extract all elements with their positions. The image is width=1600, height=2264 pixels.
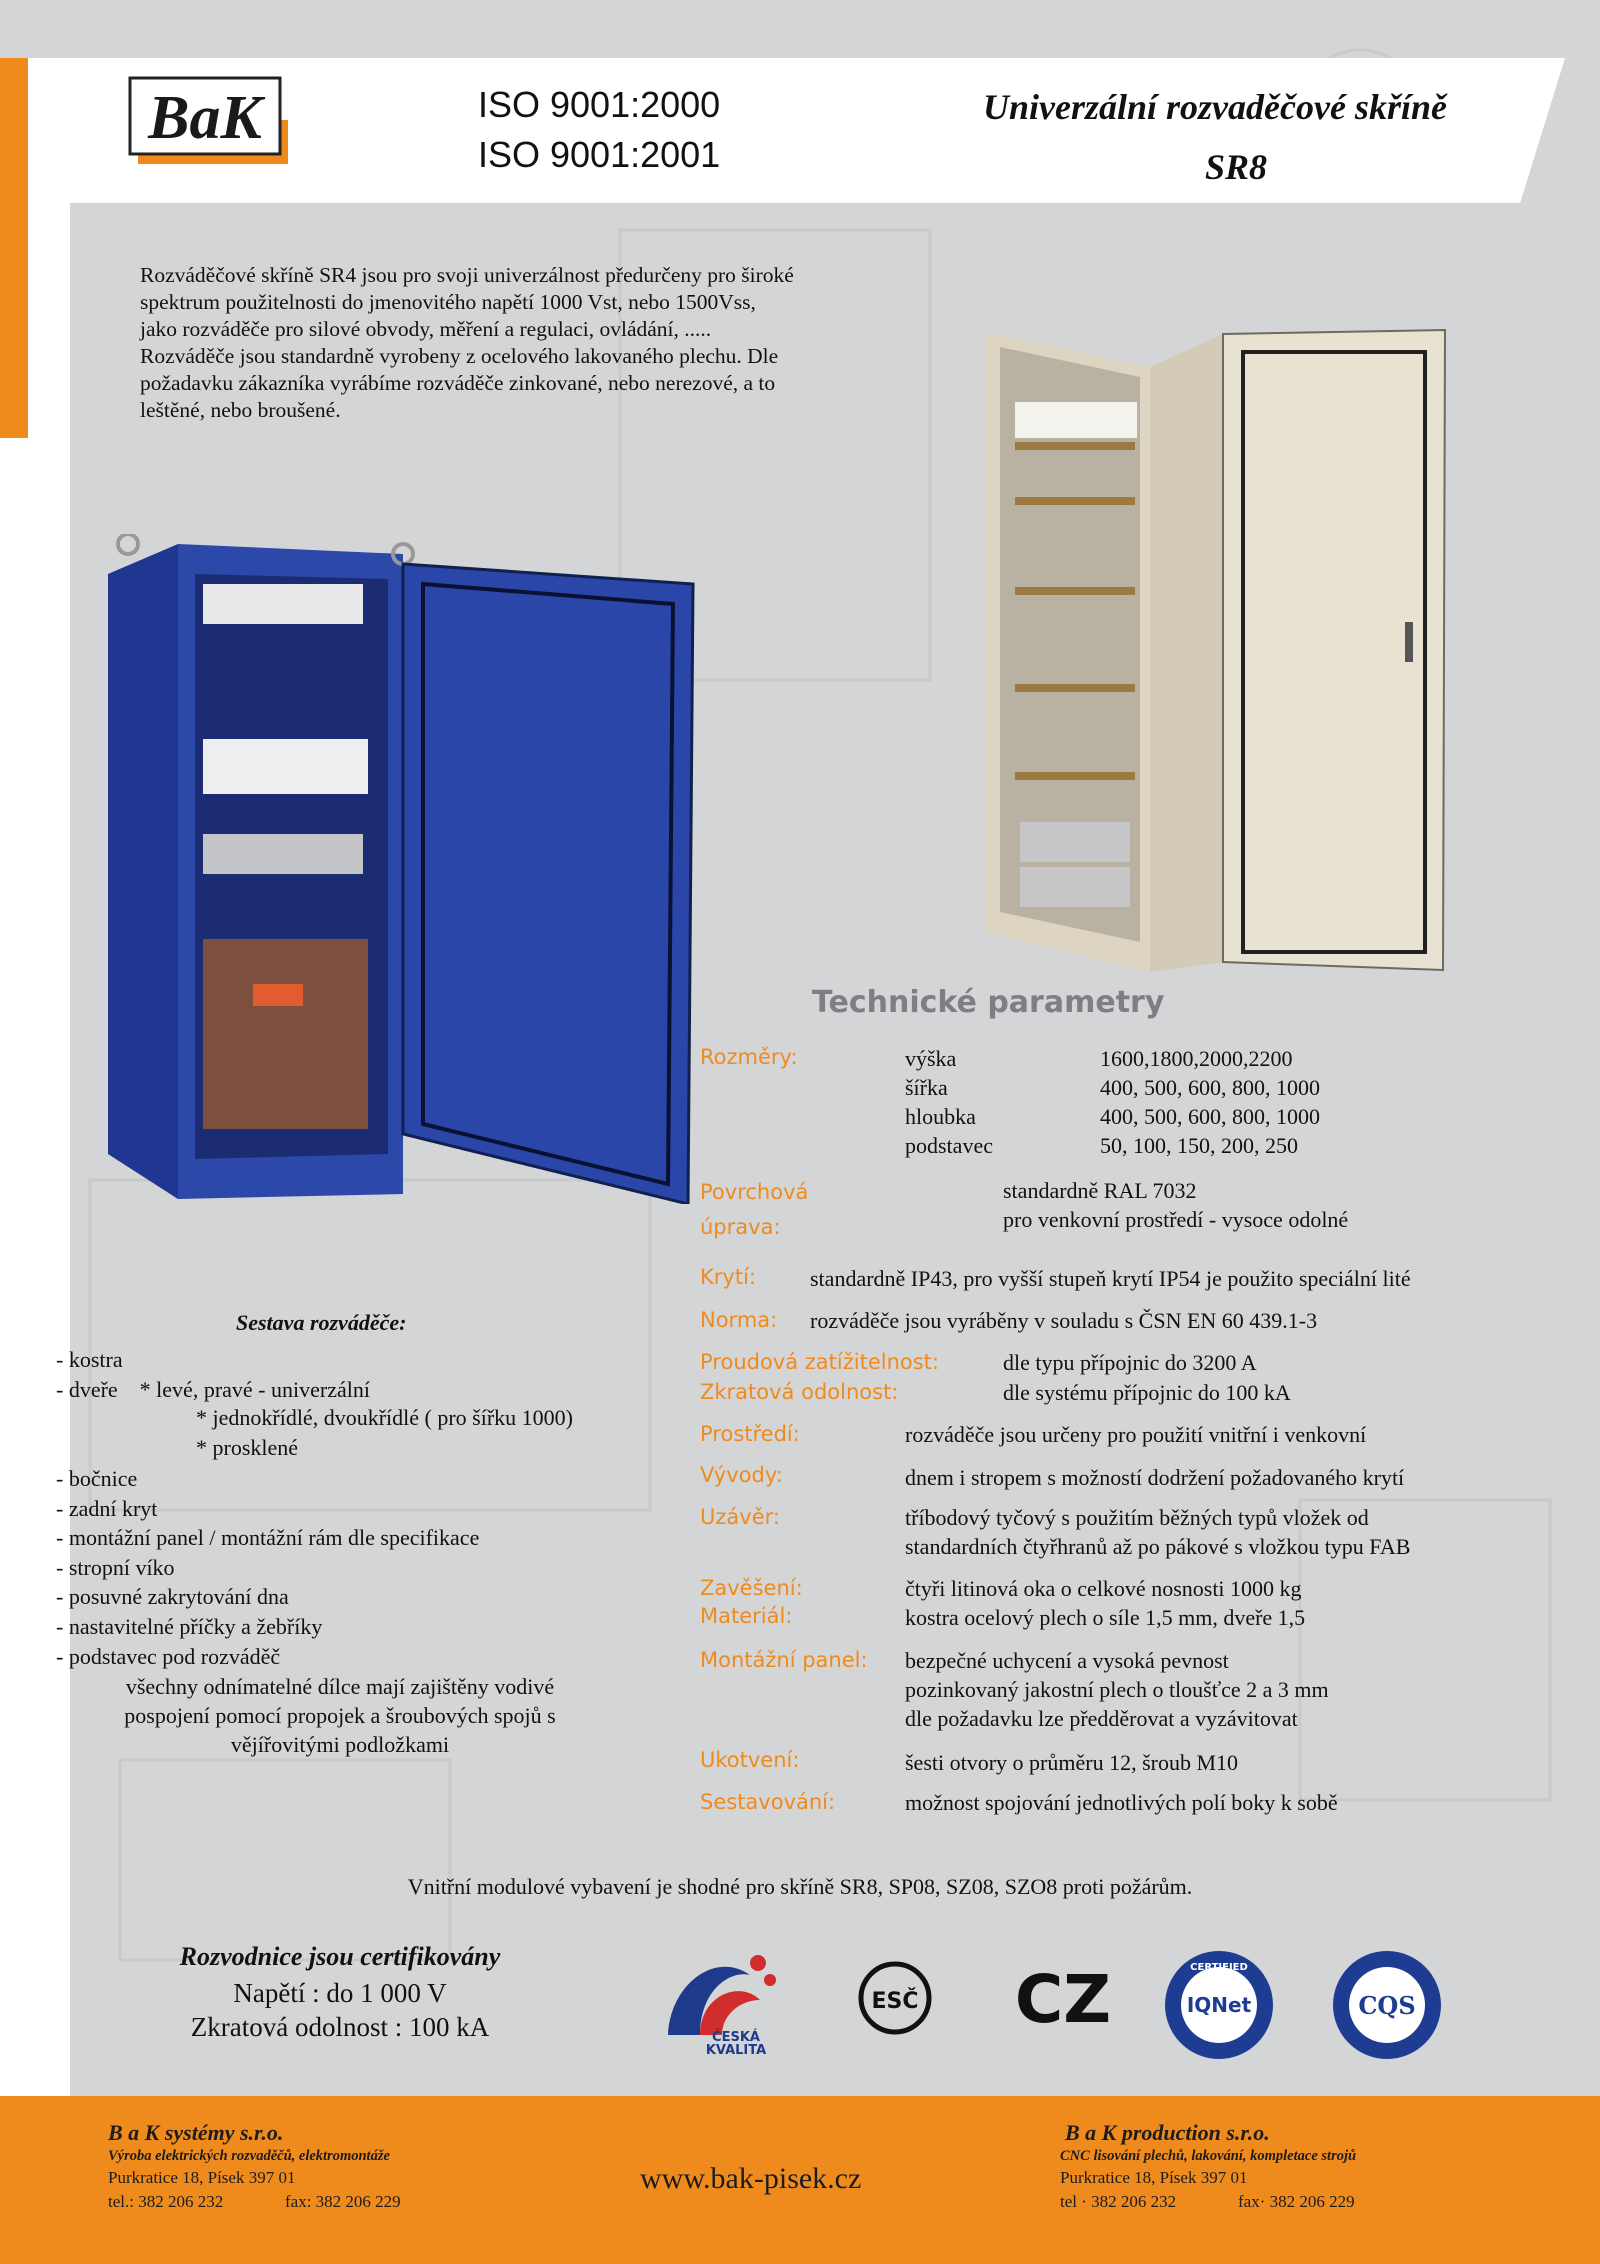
footer-right-address: Purkratice 18, Písek 397 01 [1060, 2168, 1248, 2187]
cz-logo [1008, 1950, 1118, 2050]
label-ukotveni: Ukotvení: [700, 1748, 800, 1772]
label-vyvody: Vývody: [700, 1463, 783, 1487]
footer-right-fax: fax· 382 206 229 [1238, 2192, 1355, 2211]
rozmer-name: hloubka [905, 1104, 976, 1129]
label-zkrat: Zkratová odolnost: [700, 1380, 899, 1404]
footer-left-address: Purkratice 18, Písek 397 01 [108, 2168, 296, 2187]
esc-logo [855, 1958, 935, 2038]
intro-line: leštěné, nebo broušené. [140, 398, 341, 422]
modular-note: Vnitřní modulové vybavení je shodné pro skříně SR8, SP08, SZ08, SZO8 proti požárům. [407, 1874, 1193, 1899]
sestava-item: - kostra [56, 1347, 123, 1372]
proud-value: dle typu přípojnic do 3200 A [1003, 1350, 1257, 1375]
rozmer-name: podstavec [905, 1133, 993, 1158]
cqs-logo [1330, 1948, 1445, 2063]
rozmer-name: šířka [905, 1075, 948, 1100]
intro-line: požadavku zákazníka vyrábíme rozváděče zinkované, nebo nerezové, a to [140, 371, 776, 395]
sestava-item: * jednokřídlé, dvoukřídlé ( pro šířku 1000) [196, 1405, 573, 1430]
label-kryti: Krytí: [700, 1265, 756, 1289]
sestava-item: - posuvné zakrytování dna [56, 1584, 289, 1609]
cert-title: Rozvodnice jsou certifikovány [179, 1942, 501, 1971]
footer-right-phone: tel · 382 206 232 [1060, 2192, 1177, 2211]
sestava-item: - zadní kryt [56, 1496, 158, 1521]
label-rozmery: Rozměry: [700, 1045, 798, 1069]
label-norma: Norma: [700, 1308, 778, 1332]
footer-left-company: B a K systémy s.r.o. [108, 2120, 284, 2145]
intro-line: spektrum použitelnosti do jmenovitého napětí 1000 Vst, nebo 1500Vss, [140, 290, 756, 314]
zaveseni-value: čtyři litinová oka o celkové nosnosti 1000 kg [905, 1576, 1302, 1601]
label-prostredi: Prostředí: [700, 1422, 800, 1446]
sestava-item: - dveře * levé, pravé - univerzální [56, 1377, 370, 1402]
label-proud: Proudová zatížitelnost: [700, 1350, 939, 1374]
sestava-item: - podstavec pod rozváděč [56, 1644, 281, 1669]
zkrat-value: dle systému přípojnic do 100 kA [1003, 1380, 1291, 1405]
page-title: Univerzální rozvaděčové skříně [983, 87, 1447, 127]
sestava-title: Sestava rozváděče: [236, 1310, 407, 1335]
vyvody-value: dnem i stropem s možností dodržení požadovaného krytí [905, 1465, 1405, 1490]
ukotveni-value: šesti otvory o průměru 12, šroub M10 [905, 1750, 1239, 1775]
montaz-value: dle požadavku lze předděrovat a vyzávitovat [905, 1706, 1298, 1731]
montaz-value: pozinkovaný jakostní plech o tloušťce 2 a 3 mm [905, 1677, 1329, 1702]
rozmer-value: 1600,1800,2000,2200 [1100, 1046, 1293, 1071]
sestava-note: pospojení pomocí propojek a šroubových spojů s [124, 1703, 556, 1728]
kryti-value: standardně IP43, pro vyšší stupeň krytí IP54 je použito speciální lité [810, 1266, 1411, 1291]
page-subtitle: SR8 [1205, 147, 1268, 187]
sestava-note: všechny odnímatelné dílce mají zajištěny vodivé [125, 1674, 555, 1699]
sestavovani-value: možnost spojování jednotlivých polí boky k sobě [905, 1790, 1338, 1815]
intro-line: Rozváděčové skříně SR4 jsou pro svoji univerzálnost předurčeny pro široké [140, 263, 794, 287]
uzaver-value: standardních čtyřhranů až po pákové s vložkou typu FAB [905, 1534, 1411, 1559]
sestava-item: - bočnice [56, 1466, 138, 1491]
footer-left-phone: tel.: 382 206 232 [108, 2192, 224, 2211]
rozmer-value: 50, 100, 150, 200, 250 [1100, 1133, 1298, 1158]
blue-cabinet-photo [103, 534, 703, 1204]
label-montaz: Montážní panel: [700, 1648, 868, 1672]
iqnet-logo [1162, 1948, 1277, 2063]
cert-short-circuit: Zkratová odolnost : 100 kA [190, 2012, 490, 2042]
svg-text:ČESKÁ: ČESKÁ [712, 2030, 760, 2045]
rozmer-value: 400, 500, 600, 800, 1000 [1100, 1075, 1320, 1100]
svg-text:CQS: CQS [1358, 1991, 1416, 2020]
sestava-item: - montážní panel / montážní rám dle specifikace [56, 1525, 480, 1550]
ceska-kvalita-logo [660, 1945, 790, 2055]
norma-value: rozváděče jsou vyráběny v souladu s ČSN EN 60 439.1-3 [810, 1308, 1318, 1333]
prostredi-value: rozváděče jsou určeny pro použití vnitřní i venkovní [905, 1422, 1367, 1447]
sestava-item: - stropní víko [56, 1555, 175, 1580]
website-link[interactable]: www.bak-pisek.cz [640, 2162, 862, 2195]
label-sestavovani: Sestavování: [700, 1790, 836, 1814]
label-uzaver: Uzávěr: [700, 1505, 780, 1529]
svg-text:IQNet: IQNet [1186, 1993, 1252, 2017]
montaz-value: bezpečné uchycení a vysoká pevnost [905, 1648, 1229, 1673]
svg-text:CERTIFIED: CERTIFIED [1190, 1962, 1248, 1973]
footer-left-fax: fax: 382 206 229 [285, 2192, 401, 2211]
label-material: Materiál: [700, 1604, 793, 1628]
cert-voltage: Napětí : do 1 000 V [233, 1978, 447, 2008]
label-povrch: Povrchová [700, 1180, 809, 1204]
rozmer-value: 400, 500, 600, 800, 1000 [1100, 1104, 1320, 1129]
svg-text:ESČ: ESČ [871, 1989, 919, 2014]
povrch-value: standardně RAL 7032 [1003, 1178, 1197, 1203]
intro-line: Rozváděče jsou standardně vyrobeny z ocelového lakovaného plechu. Dle [140, 344, 779, 368]
rozmer-name: výška [905, 1046, 957, 1071]
sestava-item: - nastavitelné příčky a žebříky [56, 1614, 323, 1639]
sestava-item: * prosklené [196, 1435, 299, 1460]
label-zaveseni: Zavěšení: [700, 1576, 803, 1600]
sestava-note: vějířovitými podložkami [230, 1732, 450, 1757]
povrch-value: pro venkovní prostředí - vysoce odolné [1003, 1207, 1349, 1232]
uzaver-value: tříbodový tyčový s použitím běžných typů vložek od [905, 1505, 1369, 1530]
footer-right-subtitle: CNC lisování plechů, lakování, kompletace strojů [1060, 2148, 1357, 2164]
tech-heading: Technické parametry [812, 985, 1165, 1020]
bak-logo [128, 74, 302, 166]
material-value: kostra ocelový plech o síle 1,5 mm, dveře 1,5 [905, 1605, 1306, 1630]
intro-line: jako rozváděče pro silové obvody, měření a regulaci, ovládání, ..... [140, 317, 712, 341]
intro-text [140, 262, 940, 424]
label-uprava: úprava: [700, 1215, 781, 1239]
iso-2000: ISO 9001:2000 [478, 84, 721, 125]
beige-cabinet-photo [975, 322, 1450, 972]
svg-text:KVALITA: KVALITA [705, 2043, 767, 2055]
svg-text:CZ: CZ [1014, 1961, 1112, 2038]
iso-2001: ISO 9001:2001 [478, 134, 721, 175]
svg-text:BaK: BaK [148, 84, 262, 152]
footer-right-company: B a K production s.r.o. [1065, 2120, 1270, 2145]
footer-left-subtitle: Výroba elektrických rozvaděčů, elektromontáže [108, 2148, 390, 2164]
